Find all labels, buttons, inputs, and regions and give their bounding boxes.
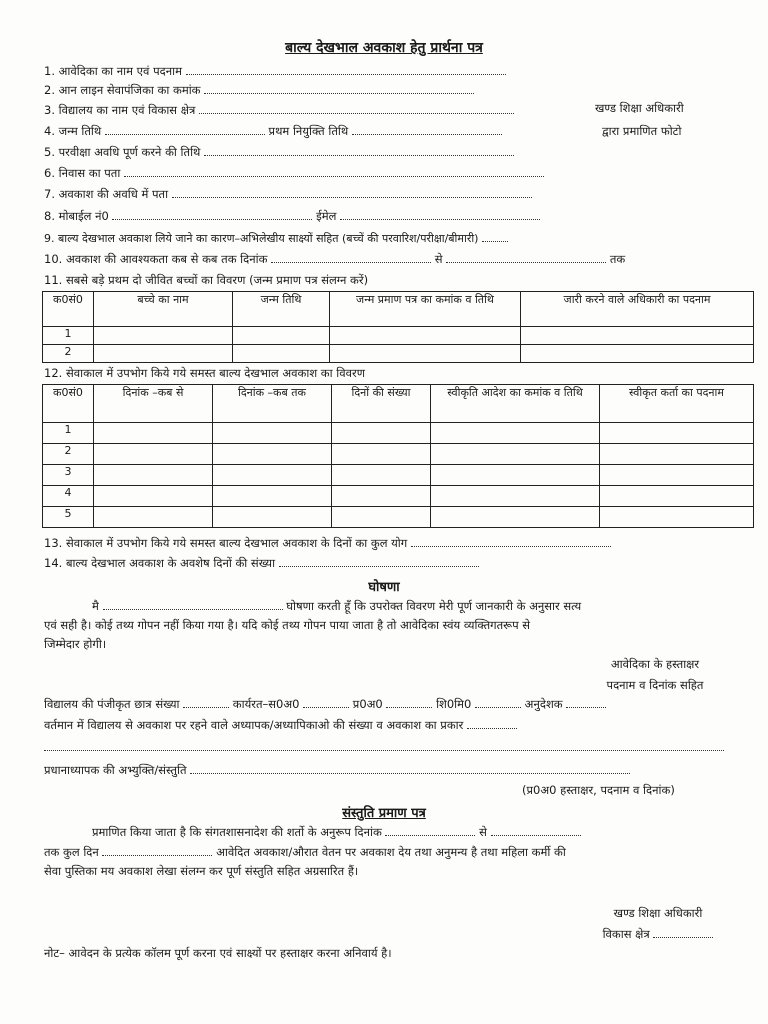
signature-sub: पदनाम व दिनांक सहित [606,678,704,692]
fill-line[interactable] [103,599,283,610]
footer-note: नोट– आवेदन के प्रत्येक कॉलम पूर्ण करना एवं साक्ष्यों पर हस्ताक्षर करना अनिवार्य है। [44,946,392,960]
col-header: बच्चे का नाम [94,292,233,327]
table-header-row [43,385,754,423]
table-cell[interactable] [213,465,332,486]
officer-signature [568,906,748,942]
field-school-name [44,103,514,118]
field-label: प्र0अ0 [352,697,383,711]
field-dob [44,124,502,139]
cell-serial: 2 [43,444,94,465]
cell-serial: 1 [43,423,94,444]
table-cell[interactable] [94,444,213,465]
declaration-text: घोषणा करती हूँ कि उपरोक्त विवरण मेरी पूर्ण जानकारी के अनुसार सत्य [286,599,582,613]
certificate-text: तक कुल दिन [44,845,99,859]
field-label: 5. परवीक्षा अवधि पूर्ण करने की तिथि [44,145,201,159]
col-header: क0सं0 [43,292,94,327]
field-label: प्रथम नियुक्ति तिथि [268,124,349,138]
cell-serial: 5 [43,507,94,528]
fill-line[interactable] [102,845,212,856]
leave-history-table [42,384,754,528]
declaration-line1 [92,599,581,614]
field-label: 7. अवकाश की अवधि में पता [44,187,169,201]
table-cell[interactable] [94,345,233,363]
certificate-heading: संस्तुति प्रमाण पत्र [342,806,426,821]
officer-title: खण्ड शिक्षा अधिकारी [613,906,703,920]
field-mobile [44,209,540,224]
fill-line[interactable] [566,697,606,708]
fill-line[interactable] [105,124,265,135]
signature-label: आवेदिका के हस्ताक्षर [610,657,700,671]
table-cell[interactable] [431,507,600,528]
headmaster-signature: (प्र0अ0 हस्ताक्षर, पदनाम व दिनांक) [522,783,675,797]
table-cell[interactable] [233,345,330,363]
school-enrollment [44,697,606,712]
field-children-heading: 11. सबसे बड़े प्रथम दो जीवित बच्चों का विवरण (जन्म प्रमाण पत्र संलग्न करें) [44,273,369,287]
fill-line[interactable] [446,252,606,263]
col-header: स्वीकृत कर्ता का पदनाम [600,385,754,423]
table-header-row [43,292,754,327]
table-cell[interactable] [330,345,521,363]
fill-line[interactable] [653,927,713,938]
table-cell[interactable] [94,486,213,507]
table-cell[interactable] [94,465,213,486]
certificate-line1 [92,825,581,840]
field-service-book [44,83,474,98]
fill-line[interactable] [172,187,532,198]
fill-line[interactable] [279,556,479,567]
col-header: क0सं0 [43,385,94,423]
table-cell[interactable] [94,507,213,528]
table-cell[interactable] [233,327,330,345]
table-cell[interactable] [213,507,332,528]
fill-line[interactable] [44,740,724,751]
field-label: 4. जन्म तिथि [44,124,102,138]
field-leave-dates [44,252,625,267]
field-reason [44,231,508,246]
officer-area-label: विकास क्षेत्र [602,927,650,941]
field-probation [44,145,514,160]
photo-note-line1: खण्ड शिक्षा अधिकारी [595,101,684,115]
teachers-on-leave [44,718,517,733]
col-header: जन्म तिथि [233,292,330,327]
fill-line[interactable] [340,209,540,220]
fill-line[interactable] [386,697,432,708]
certificate-text: से [479,825,487,839]
field-label: से [434,252,443,266]
fill-line[interactable] [271,252,431,263]
fill-line[interactable] [190,763,630,774]
fill-line[interactable] [204,83,474,94]
field-applicant-name [44,64,506,79]
table-row [43,345,754,363]
fill-line[interactable] [467,718,517,729]
field-label: अनुदेशक [524,697,563,711]
fill-line[interactable] [475,697,521,708]
spacer-line [44,740,724,754]
fill-line[interactable] [482,231,508,242]
table-cell[interactable] [431,486,600,507]
table-row [43,507,754,528]
field-label: 3. विद्यालय का नाम एवं विकास क्षेत्र [44,103,196,117]
applicant-signature [565,657,745,693]
col-header: दिनांक –कब तक [213,385,332,423]
table-row [43,465,754,486]
table-cell[interactable] [521,345,754,363]
photo-note-line2: द्वारा प्रमाणित फोटो [602,124,682,138]
table-cell[interactable] [213,423,332,444]
field-label: 8. मोबाईल नं0 [44,209,109,223]
table-cell[interactable] [600,444,754,465]
declaration-line2: एवं सही है। कोई तथ्य गोपन नहीं किया गया है। यदि कोई तथ्य गोपन पाया जाता है तो आवेदिका स्वंय व्यक्तिगतरूप से [44,618,531,632]
field-remaining-days [44,556,479,571]
fill-line[interactable] [204,145,514,156]
cell-serial: 4 [43,486,94,507]
table-cell[interactable] [600,507,754,528]
field-label: शि0मि0 [436,697,472,711]
declaration-text: मै [92,599,99,613]
col-header: जन्म प्रमाण पत्र का कमांक व तिथि [330,292,521,327]
officer-area [568,927,748,942]
table-cell[interactable] [431,444,600,465]
field-leave-address [44,187,532,202]
cell-serial: 2 [43,345,94,363]
table-cell[interactable] [332,423,431,444]
table-row [43,444,754,465]
children-table [42,291,754,363]
cell-serial: 3 [43,465,94,486]
col-header: जारी करने वाले अधिकारी का पदनाम [521,292,754,327]
fill-line[interactable] [303,697,349,708]
declaration-heading: घोषणा [368,580,400,595]
fill-line[interactable] [186,64,506,75]
table-cell[interactable] [94,327,233,345]
field-label: कार्यरत–स0अ0 [232,697,300,711]
table-cell[interactable] [431,465,600,486]
table-cell[interactable] [332,444,431,465]
fill-line[interactable] [199,103,514,114]
field-label: 10. अवकाश की आवश्यकता कब से कब तक दिनांक [44,252,268,266]
table-cell[interactable] [431,423,600,444]
cell-serial: 1 [43,327,94,345]
table-row [43,327,754,345]
fill-line[interactable] [411,536,611,547]
headmaster-remarks [44,763,630,778]
field-label: 6. निवास का पता [44,166,121,180]
table-cell[interactable] [213,444,332,465]
declaration-line3: जिम्मेदार होगी। [44,637,107,651]
table-cell[interactable] [600,465,754,486]
col-header: दिनों की संख्या [332,385,431,423]
certificate-text: आवेदित अवकाश/औरात वेतन पर अवकाश देय तथा अनुमन्य है तथा महिला कर्मी की [216,845,566,859]
table-cell[interactable] [600,423,754,444]
table-row [43,486,754,507]
table-cell[interactable] [94,423,213,444]
fill-line[interactable] [112,209,312,220]
fill-line[interactable] [385,825,475,836]
certificate-line3: सेवा पुस्तिका मय अवकाश लेखा संलग्न कर पूर्ण संस्तुति सहित अग्रसारित हैं। [44,864,359,878]
table-row [43,423,754,444]
certificate-line2 [44,845,566,860]
field-leave-history-heading: 12. सेवाकाल में उपभोग किये गये समस्त बाल्य देखभाल अवकाश का विवरण [44,366,366,380]
form-title: बाल्य देखभाल अवकाश हेतु प्रार्थना पत्र [285,40,483,56]
field-label: 14. बाल्य देखभाल अवकाश के अवशेष दिनों की संख्या [44,556,276,570]
field-label: प्रधानाध्यापक की अभ्युक्ति/संस्तुति [44,763,187,777]
field-label: तक [609,252,626,266]
fill-line[interactable] [352,124,502,135]
field-label: 1. आवेदिका का नाम एवं पदनाम [44,64,182,78]
fill-line[interactable] [491,825,581,836]
field-label: 9. बाल्य देखभाल अवकाश लिये जाने का कारण–अभिलेखीय साक्ष्यों सहित (बच्चें की परवारिश/परीक्षा/बीमारी) [44,232,479,245]
table-cell[interactable] [213,486,332,507]
field-total-days [44,536,611,551]
field-label: वर्तमान में विद्यालय से अवकाश पर रहने वाले अध्यापक/अध्यापिकाओ की संख्या व अवकाश का प्रकार [44,718,464,732]
table-cell[interactable] [332,465,431,486]
col-header: स्वीकृति आदेश का कमांक व तिथि [431,385,600,423]
table-cell[interactable] [600,486,754,507]
table-cell[interactable] [332,507,431,528]
table-cell[interactable] [330,327,521,345]
field-label: विद्यालय की पंजीकृत छात्र संख्या [44,697,180,711]
fill-line[interactable] [183,697,229,708]
field-label: ईमेल [316,209,337,223]
field-address [44,166,544,181]
fill-line[interactable] [124,166,544,177]
table-cell[interactable] [332,486,431,507]
certificate-text: प्रमाणित किया जाता है कि संगतशासनादेश की शर्तो के अनुरूप दिनांक [92,825,382,839]
table-cell[interactable] [521,327,754,345]
col-header: दिनांक –कब से [94,385,213,423]
field-label: 13. सेवाकाल में उपभोग किये गये समस्त बाल्य देखभाल अवकाश के दिनों का कुल योग [44,536,408,550]
field-label: 2. आन लाइन सेवापंजिका का कमांक [44,83,201,97]
